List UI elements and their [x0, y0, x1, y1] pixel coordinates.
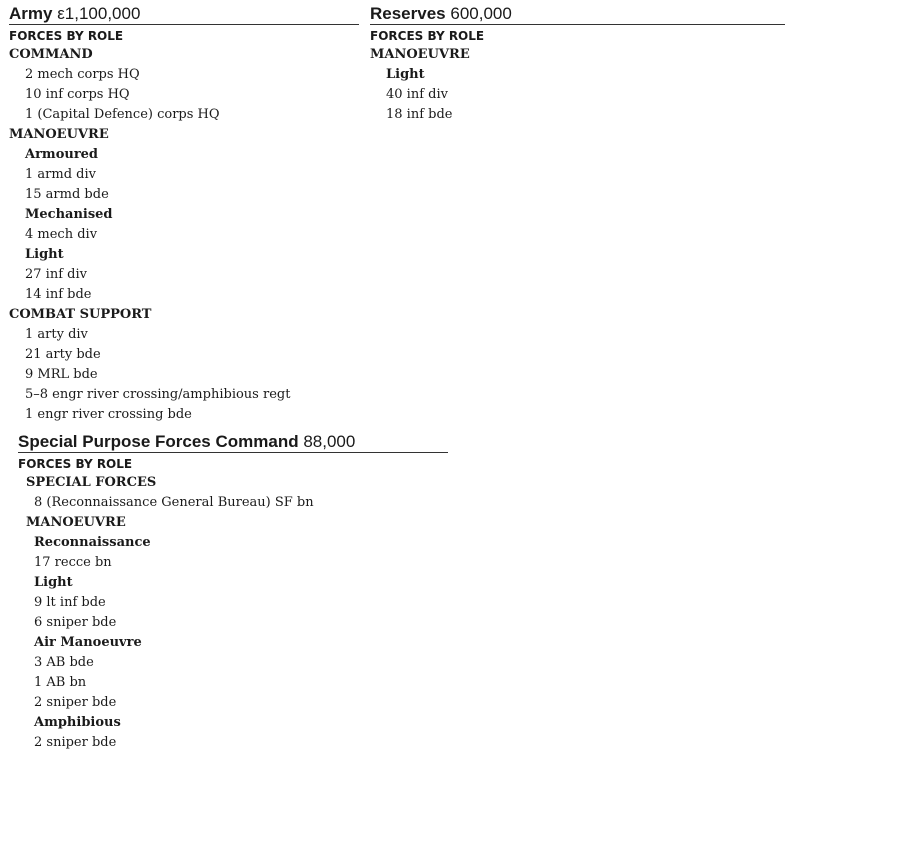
list-item: 18 inf bde	[386, 107, 453, 122]
list-item: 14 inf bde	[25, 287, 92, 302]
army-section	[9, 4, 359, 753]
spf-air-manoeuvre-label: Air Manoeuvre	[34, 635, 142, 650]
spf-heading	[18, 432, 448, 453]
reserves-section	[370, 4, 785, 125]
spf-reconnaissance-label: Reconnaissance	[34, 535, 151, 550]
spf-heading-name: Special Purpose Forces Command	[18, 432, 299, 451]
spf-heading-value: 88,000	[303, 432, 356, 451]
spf-light-label: Light	[34, 575, 73, 590]
list-item: 1 arty div	[25, 327, 88, 342]
list-item: 8 (Reconnaissance General Bureau) SF bn	[34, 495, 314, 510]
spf-section	[18, 432, 448, 753]
list-item: 15 armd bde	[25, 187, 109, 202]
army-heading-value: ε1,100,000	[57, 4, 141, 23]
list-item: 9 lt inf bde	[34, 595, 106, 610]
list-item: 21 arty bde	[25, 347, 101, 362]
spf-manoeuvre-label: MANOEUVRE	[26, 515, 126, 530]
list-item: 1 (Capital Defence) corps HQ	[25, 107, 220, 122]
list-item: 5–8 engr river crossing/amphibious regt	[25, 387, 291, 402]
army-combat-support-label: COMBAT SUPPORT	[9, 307, 152, 322]
reserves-heading	[370, 4, 785, 25]
spf-forces-by-role: FORCES BY ROLE	[18, 457, 133, 471]
army-armoured-label: Armoured	[25, 147, 99, 162]
army-command-label: COMMAND	[9, 47, 93, 62]
spf-amphibious-label: Amphibious	[34, 715, 121, 730]
army-light-label: Light	[25, 247, 64, 262]
list-item: 2 sniper bde	[34, 695, 117, 710]
reserves-manoeuvre-label: MANOEUVRE	[370, 47, 470, 62]
reserves-heading-value: 600,000	[450, 4, 512, 23]
army-mechanised-label: Mechanised	[25, 207, 113, 222]
army-heading	[9, 4, 359, 25]
list-item: 6 sniper bde	[34, 615, 117, 630]
list-item: 1 armd div	[25, 167, 96, 182]
reserves-heading-name: Reserves	[370, 4, 446, 23]
list-item: 40 inf div	[386, 87, 448, 102]
army-heading-name: Army	[9, 4, 53, 23]
army-manoeuvre-label: MANOEUVRE	[9, 127, 109, 142]
list-item: 3 AB bde	[34, 655, 94, 670]
army-forces-by-role: FORCES BY ROLE	[9, 29, 124, 43]
list-item: 2 sniper bde	[34, 735, 117, 750]
list-item: 1 AB bn	[34, 675, 87, 690]
list-item: 17 recce bn	[34, 555, 112, 570]
list-item: 27 inf div	[25, 267, 87, 282]
spf-special-forces-label: SPECIAL FORCES	[26, 475, 157, 490]
list-item: 9 MRL bde	[25, 367, 98, 382]
reserves-light-label: Light	[386, 67, 425, 82]
list-item: 4 mech div	[25, 227, 98, 242]
reserves-forces-by-role: FORCES BY ROLE	[370, 29, 485, 43]
list-item: 2 mech corps HQ	[25, 67, 140, 82]
list-item: 10 inf corps HQ	[25, 87, 130, 102]
list-item: 1 engr river crossing bde	[25, 407, 192, 422]
